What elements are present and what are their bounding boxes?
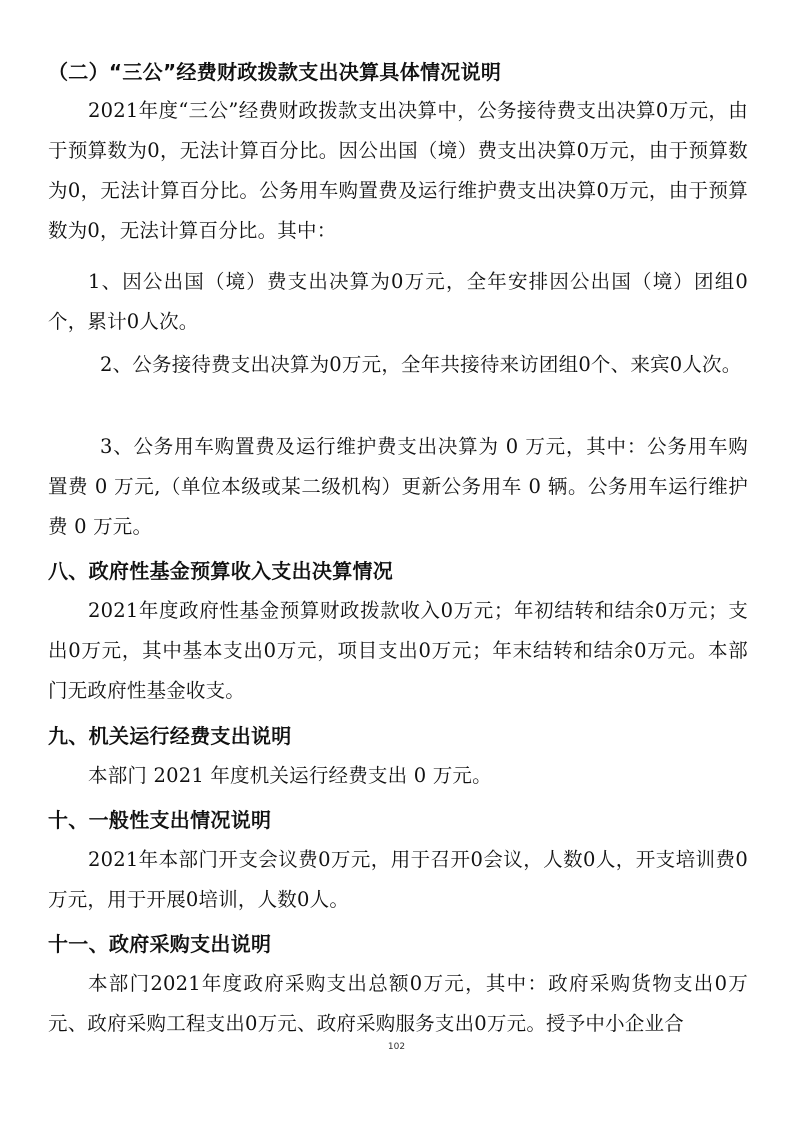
- page-number: 102: [387, 1042, 406, 1052]
- section-heading-general-expenses: 十、一般性支出情况说明: [48, 808, 272, 832]
- paragraph-operating-expenses: 本部门 2021 年度机关运行经费支出 0 万元。: [88, 764, 492, 787]
- section-heading-operating-expenses: 九、机关运行经费支出说明: [48, 724, 292, 748]
- paragraph-procurement: 本部门2021年度政府采购支出总额0万元，其中：政府采购货物支出0万元、政府采购工程支出0万元、政府采购服务支出0万元。授予中小企业合: [48, 972, 748, 1035]
- paragraph-overseas-travel: 1、因公出国（境）费支出决算为0万元，全年安排因公出国（境）团组0个，累计0人次。: [48, 270, 748, 333]
- paragraph-three-public-summary: 2021年度“三公”经费财政拨款支出决算中，公务接待费支出决算0万元，由于预算数为0，无法计算百分比。因公出国（境）费支出决算0万元，由于预算数为0，无法计算百分比。公务用车购置费及运行维护费支出决算0万元，由于预算数为0，无法计算百分比。其中：: [48, 99, 748, 242]
- paragraph-government-fund: 2021年度政府性基金预算财政拨款收入0万元；年初结转和结余0万元；支出0万元，其中基本支出0万元，项目支出0万元；年末结转和结余0万元。本部门无政府性基金收支。: [48, 599, 748, 702]
- paragraph-general-expenses: 2021年本部门开支会议费0万元，用于召开0会议，人数0人，开支培训费0万元，用于开展0培训，人数0人。: [48, 848, 748, 911]
- section-heading-government-fund: 八、政府性基金预算收入支出决算情况: [48, 559, 394, 583]
- paragraph-official-vehicles: 3、公务用车购置费及运行维护费支出决算为 0 万元，其中：公务用车购置费 0 万元,（单位本级或某二级机构）更新公务用车 0 辆。公务用车运行维护费 0 万元。: [48, 435, 748, 538]
- section-heading-three-public-expenses: （二）“三公”经费财政拨款支出决算具体情况说明: [48, 60, 502, 84]
- paragraph-official-reception: 2、公务接待费支出决算为0万元，全年共接待来访团组0个、来宾0人次。: [100, 353, 742, 376]
- section-heading-procurement: 十一、政府采购支出说明: [48, 932, 272, 956]
